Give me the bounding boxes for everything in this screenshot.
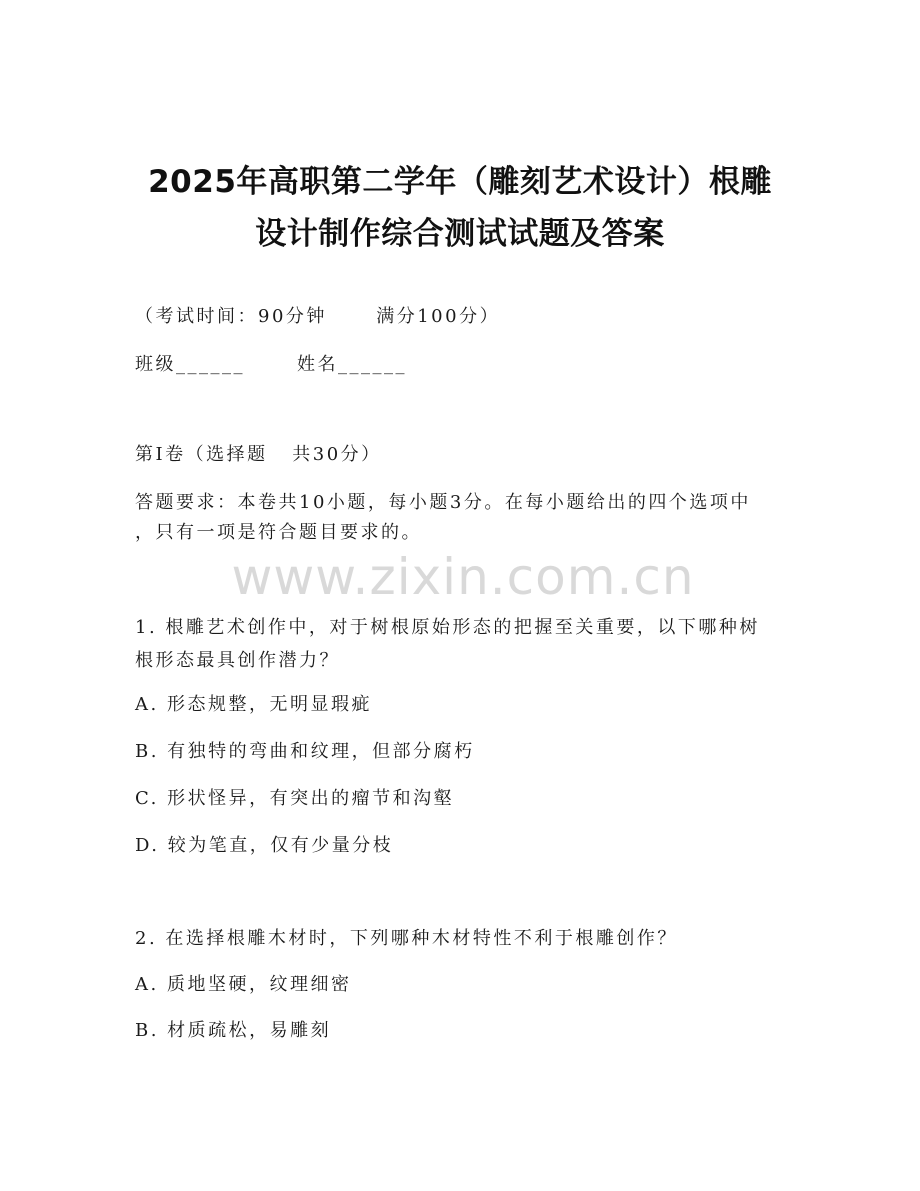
document-title-line-1: 2025年高职第二学年（雕刻艺术设计）根雕	[148, 164, 772, 200]
watermark: www.zixin.com.cn	[231, 548, 695, 606]
class-field: 班级______	[135, 354, 245, 375]
question-1-option-d: D. 较为笔直，仅有少量分枝	[135, 835, 394, 856]
section-title: 第Ⅰ卷（选择题 共30分）	[135, 444, 382, 465]
instructions-line-1: 答题要求：本卷共10小题，每小题3分。在每小题给出的四个选项中	[135, 492, 751, 513]
question-1-option-a: A. 形态规整，无明显瑕疵	[135, 694, 372, 715]
question-1-stem-line-1: 1. 根雕艺术创作中，对于树根原始形态的把握至关重要，以下哪种树	[135, 617, 760, 638]
student-info-row	[135, 350, 785, 376]
instructions-line-2: ，只有一项是符合题目要求的。	[135, 522, 422, 543]
document-title-line-2: 设计制作综合测试试题及答案	[255, 216, 665, 252]
question-1-option-b: B. 有独特的弯曲和纹理，但部分腐朽	[135, 741, 475, 762]
name-field: 姓名______	[297, 354, 407, 375]
question-1-option-c: C. 形状怪异，有突出的瘤节和沟壑	[135, 788, 455, 809]
question-2-option-b: B. 材质疏松，易雕刻	[135, 1020, 332, 1041]
exam-info: （考试时间：90分钟 满分100分）	[135, 306, 501, 327]
question-1-stem-line-2: 根形态最具创作潜力？	[135, 650, 340, 671]
question-2-stem: 2. 在选择根雕木材时，下列哪种木材特性不利于根雕创作？	[135, 928, 678, 949]
question-2-option-a: A. 质地坚硬，纹理细密	[135, 974, 352, 995]
